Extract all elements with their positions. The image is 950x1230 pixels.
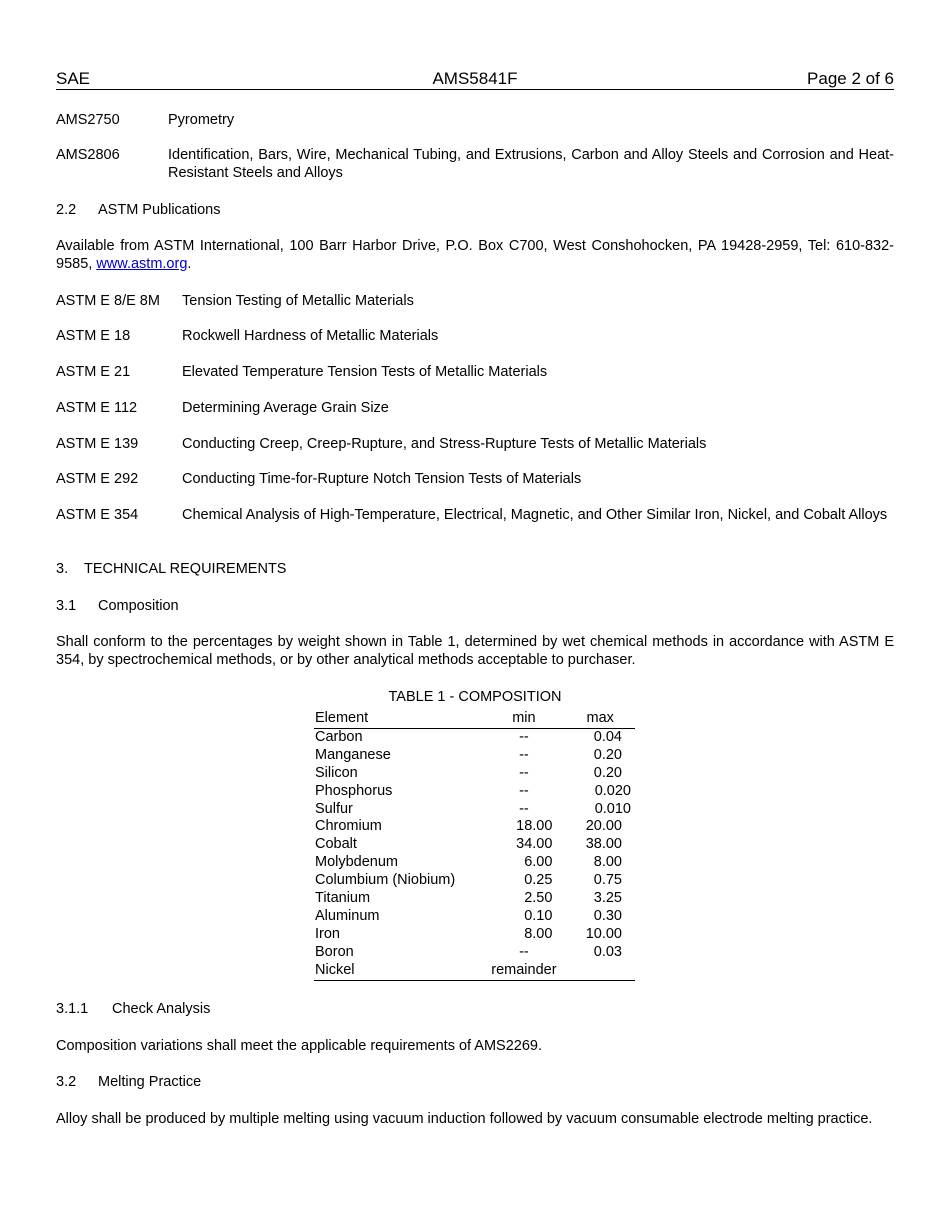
table-row: [314, 944, 635, 962]
table-row: [314, 854, 635, 872]
page-header: [56, 68, 894, 90]
paragraph-end: .: [187, 256, 192, 272]
reference-code: ASTM E 21: [56, 364, 131, 380]
min-cell: --: [519, 764, 529, 781]
section-heading: [56, 1073, 894, 1091]
element-cell: Nickel: [314, 962, 482, 980]
reference-code: AMS2750: [56, 112, 120, 128]
section-number: 3.1: [56, 598, 77, 614]
composition-paragraph: Shall conform to the percentages by weight shown in Table 1, determined by wet chemical methods in accordance with ASTM E 354, by spectrochemical methods, or by other analytical methods acceptable to purchaser.: [56, 634, 894, 668]
table-row: [314, 962, 635, 980]
reference-title: Identification, Bars, Wire, Mechanical Tubing, and Extrusions, Carbon and Alloy Steels and Corrosion and Heat-Resistant Steels and Alloys: [168, 147, 894, 181]
reference-code: ASTM E 112: [56, 400, 138, 416]
section-title: Check Analysis: [112, 1001, 211, 1017]
section-heading: [56, 560, 894, 578]
element-cell: Titanium: [315, 890, 371, 907]
table-row: [314, 728, 635, 746]
table-row: [314, 818, 635, 836]
section-heading: [56, 597, 894, 615]
min-cell: --: [519, 728, 529, 745]
reference-code: ASTM E 292: [56, 471, 139, 487]
max-cell: 20.00: [585, 818, 622, 835]
max-cell: 0.30: [593, 907, 622, 924]
reference-title: Tension Testing of Metallic Materials: [182, 293, 414, 309]
paragraph-text: Available from ASTM International, 100 Barr Harbor Drive, P.O. Box C700, West Conshohocken, PA 19428-2959, Tel: 610-832-9585,: [56, 238, 894, 272]
column-header-max: max: [565, 710, 635, 728]
max-cell: 0.03: [593, 943, 622, 960]
check-analysis-paragraph: Composition variations shall meet the applicable requirements of AMS2269.: [56, 1038, 543, 1054]
reference-code: ASTM E 8/E 8M: [56, 293, 160, 309]
reference-code: ASTM E 354: [56, 507, 139, 523]
element-cell: Carbon: [315, 728, 363, 745]
reference-title: Rockwell Hardness of Metallic Materials: [182, 328, 439, 344]
reference-code: ASTM E 18: [56, 328, 131, 344]
column-header-element: Element: [314, 710, 482, 728]
min-cell: 34.00: [516, 836, 553, 853]
max-cell: 0.04: [593, 728, 622, 745]
reference-code: ASTM E 139: [56, 436, 139, 452]
section-number: 3.1.1: [56, 1001, 89, 1017]
reference-title: Chemical Analysis of High-Temperature, Electrical, Magnetic, and Other Similar Iron, Nickel, and Cobalt Alloys: [182, 507, 888, 523]
min-cell: remainder: [482, 962, 565, 980]
reference-code: AMS2806: [56, 147, 120, 163]
min-cell: --: [519, 800, 529, 817]
max-cell: 0.75: [593, 872, 622, 889]
table-row: [314, 890, 635, 908]
section-number: 3.: [56, 561, 69, 577]
min-cell: 18.00: [516, 818, 553, 835]
reference-title: Pyrometry: [168, 112, 235, 128]
melting-practice-paragraph: Alloy shall be produced by multiple melting using vacuum induction followed by vacuum consumable electrode melting practice.: [56, 1111, 873, 1127]
page-number: Page 2 of 6: [807, 69, 894, 88]
section-number: 3.2: [56, 1074, 77, 1090]
element-cell: Manganese: [315, 746, 391, 763]
section-title: Melting Practice: [98, 1074, 202, 1090]
table-row: [314, 747, 635, 765]
min-cell: 8.00: [524, 925, 553, 942]
section-heading: [56, 201, 894, 219]
min-cell: --: [519, 943, 529, 960]
element-cell: Iron: [315, 925, 340, 942]
table-row: [314, 926, 635, 944]
document-number: AMS5841F: [432, 69, 518, 88]
min-cell: 2.50: [524, 890, 553, 907]
column-header-min: min: [482, 710, 565, 728]
element-cell: Cobalt: [315, 836, 357, 853]
table-row: [314, 801, 635, 819]
reference-title: Determining Average Grain Size: [182, 400, 389, 416]
reference-title: Conducting Time-for-Rupture Notch Tension Tests of Materials: [182, 471, 582, 487]
min-cell: --: [519, 782, 529, 799]
min-cell: --: [519, 746, 529, 763]
element-cell: Sulfur: [315, 800, 353, 817]
max-cell: 8.00: [593, 854, 622, 871]
element-cell: Silicon: [315, 764, 358, 781]
table-row: [314, 908, 635, 926]
element-cell: Columbium (Niobium): [315, 872, 456, 889]
section-title: TECHNICAL REQUIREMENTS: [84, 561, 287, 577]
max-cell: 38.00: [585, 836, 622, 853]
table-row: [314, 765, 635, 783]
max-cell: 10.00: [585, 925, 622, 942]
org-name: SAE: [56, 69, 91, 88]
element-cell: Molybdenum: [315, 854, 399, 871]
reference-title: Conducting Creep, Creep-Rupture, and Stress-Rupture Tests of Metallic Materials: [182, 436, 707, 452]
max-cell: [565, 962, 635, 980]
table-caption: TABLE 1 - COMPOSITION: [388, 689, 562, 705]
min-cell: 0.25: [524, 872, 553, 889]
astm-website-link[interactable]: www.astm.org: [96, 256, 188, 272]
max-cell: 3.25: [593, 890, 622, 907]
section-number: 2.2: [56, 202, 77, 218]
astm-availability-paragraph: [56, 237, 894, 273]
table-header-row: [314, 710, 635, 728]
element-cell: Aluminum: [315, 907, 380, 924]
element-cell: Boron: [315, 943, 354, 960]
min-cell: 0.10: [524, 907, 553, 924]
section-title: Composition: [98, 598, 179, 614]
section-heading: [56, 1000, 894, 1018]
element-cell: Chromium: [315, 818, 382, 835]
max-cell: 0.20: [593, 746, 622, 763]
composition-table: [314, 710, 635, 981]
section-title: ASTM Publications: [98, 202, 221, 218]
max-cell: 0.20: [593, 764, 622, 781]
min-cell: 6.00: [524, 854, 553, 871]
reference-title: Elevated Temperature Tension Tests of Metallic Materials: [182, 364, 548, 380]
table-row: [314, 872, 635, 890]
element-cell: Phosphorus: [315, 782, 393, 799]
max-cell: 0.020: [594, 782, 631, 799]
max-cell: 0.010: [594, 800, 631, 817]
table-row: [314, 783, 635, 801]
table-row: [314, 836, 635, 854]
